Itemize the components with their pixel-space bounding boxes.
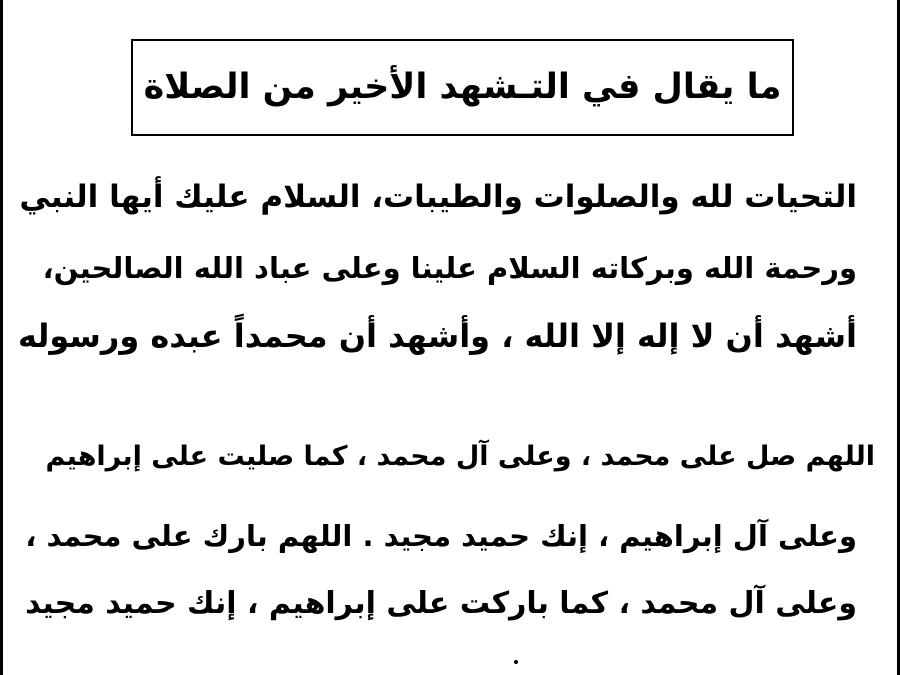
tashahhud-line-1: التحيات لله والصلوات والطيبات، السلام عليك أيها النبي: [19, 179, 857, 215]
salat-line-1: اللهم صل على محمد ، وعلى آل محمد ، كما صليت على إبراهيم: [45, 441, 875, 472]
title-box: [131, 39, 794, 136]
stray-dot: [514, 660, 518, 664]
salat-line-2: وعلى آل إبراهيم ، إنك حميد مجيد . اللهم بارك على محمد ،: [25, 519, 857, 553]
page-title: ما يقال في التـشهد الأخير من الصلاة: [143, 67, 782, 107]
tashahhud-line-2: ورحمة الله وبركاته السلام علينا وعلى عباد الله الصالحين،: [42, 251, 857, 285]
tashahhud-line-3: أشهد أن لا إله إلا الله ، وأشهد أن محمداً عبده ورسوله: [17, 317, 857, 355]
salat-line-3: وعلى آل محمد ، كما باركت على إبراهيم ، إنك حميد مجيد: [25, 586, 857, 621]
